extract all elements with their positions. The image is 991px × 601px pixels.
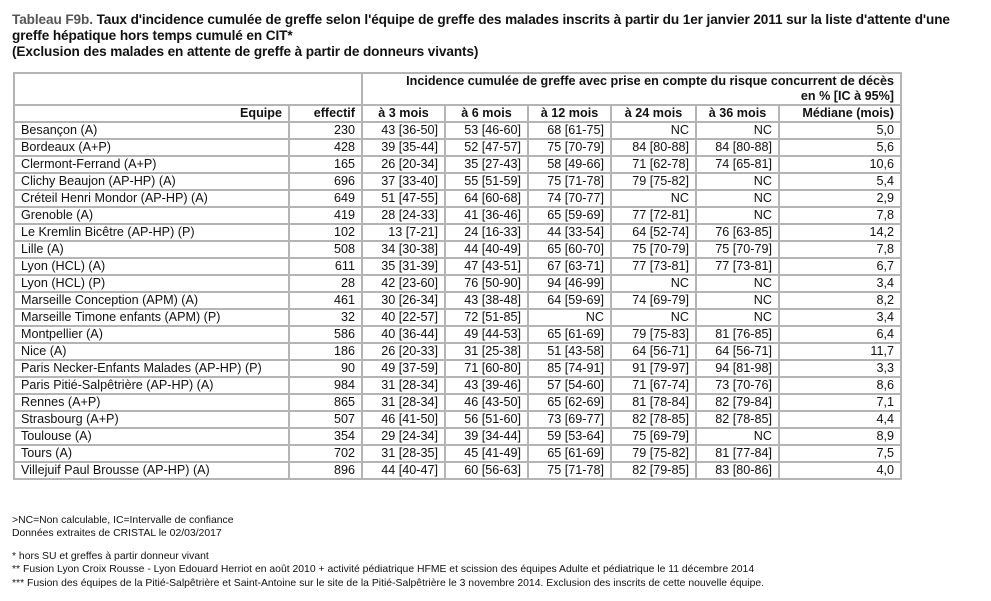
cell-effectif: 186 bbox=[289, 343, 362, 360]
cell-12-mois: 65 [59-69] bbox=[528, 207, 611, 224]
col-header-effectif: effectif bbox=[289, 105, 362, 122]
cell-effectif: 419 bbox=[289, 207, 362, 224]
cell-equipe: Marseille Conception (APM) (A) bbox=[14, 292, 289, 309]
cell-equipe: Toulouse (A) bbox=[14, 428, 289, 445]
cell-mediane: 3,3 bbox=[779, 360, 901, 377]
empty-header-cell bbox=[14, 73, 362, 105]
cell-24-mois: 77 [72-81] bbox=[611, 207, 696, 224]
column-header-row bbox=[14, 105, 901, 122]
table-row bbox=[14, 326, 901, 343]
cell-effectif: 32 bbox=[289, 309, 362, 326]
cell-effectif: 461 bbox=[289, 292, 362, 309]
cell-24-mois: NC bbox=[611, 190, 696, 207]
cell-equipe: Clichy Beaujon (AP-HP) (A) bbox=[14, 173, 289, 190]
cell-mediane: 4,4 bbox=[779, 411, 901, 428]
cell-effectif: 649 bbox=[289, 190, 362, 207]
cell-mediane: 14,2 bbox=[779, 224, 901, 241]
cell-6-mois: 60 [56-63] bbox=[445, 462, 528, 479]
cell-24-mois: 81 [78-84] bbox=[611, 394, 696, 411]
cell-24-mois: NC bbox=[611, 122, 696, 139]
cell-12-mois: 74 [70-77] bbox=[528, 190, 611, 207]
cell-6-mois: 24 [16-33] bbox=[445, 224, 528, 241]
cell-effectif: 702 bbox=[289, 445, 362, 462]
table-row bbox=[14, 394, 901, 411]
cell-3-mois: 31 [28-35] bbox=[362, 445, 445, 462]
cell-3-mois: 34 [30-38] bbox=[362, 241, 445, 258]
cell-6-mois: 43 [39-46] bbox=[445, 377, 528, 394]
cell-12-mois: 65 [61-69] bbox=[528, 326, 611, 343]
table-row bbox=[14, 360, 901, 377]
cell-equipe: Le Kremlin Bicêtre (AP-HP) (P) bbox=[14, 224, 289, 241]
super-header-row bbox=[14, 73, 901, 105]
cell-equipe: Grenoble (A) bbox=[14, 207, 289, 224]
table-row bbox=[14, 428, 901, 445]
cell-effectif: 586 bbox=[289, 326, 362, 343]
cell-24-mois: 74 [69-79] bbox=[611, 292, 696, 309]
cell-effectif: 230 bbox=[289, 122, 362, 139]
cell-3-mois: 31 [28-34] bbox=[362, 394, 445, 411]
cell-36-mois: NC bbox=[696, 207, 779, 224]
cell-equipe: Besançon (A) bbox=[14, 122, 289, 139]
cell-12-mois: 75 [70-79] bbox=[528, 139, 611, 156]
table-row bbox=[14, 377, 901, 394]
cell-equipe: Paris Pitié-Salpêtrière (AP-HP) (A) bbox=[14, 377, 289, 394]
cell-3-mois: 31 [28-34] bbox=[362, 377, 445, 394]
cell-equipe: Montpellier (A) bbox=[14, 326, 289, 343]
cell-36-mois: 76 [63-85] bbox=[696, 224, 779, 241]
cell-mediane: 3,4 bbox=[779, 275, 901, 292]
table-title bbox=[12, 12, 982, 60]
cell-effectif: 896 bbox=[289, 462, 362, 479]
col-header-3-mois: à 3 mois bbox=[362, 105, 445, 122]
cell-36-mois: 82 [78-85] bbox=[696, 411, 779, 428]
table-row bbox=[14, 309, 901, 326]
cell-effectif: 28 bbox=[289, 275, 362, 292]
cell-24-mois: 79 [75-82] bbox=[611, 173, 696, 190]
cell-equipe: Strasbourg (A+P) bbox=[14, 411, 289, 428]
cell-effectif: 90 bbox=[289, 360, 362, 377]
incidence-table bbox=[13, 72, 902, 480]
cell-6-mois: 47 [43-51] bbox=[445, 258, 528, 275]
table-row bbox=[14, 275, 901, 292]
cell-24-mois: 71 [62-78] bbox=[611, 156, 696, 173]
cell-mediane: 5,6 bbox=[779, 139, 901, 156]
super-header-line1: Incidence cumulée de greffe avec prise en compte du risque concurrent de décès bbox=[406, 74, 894, 88]
cell-equipe: Paris Necker-Enfants Malades (AP-HP) (P) bbox=[14, 360, 289, 377]
cell-3-mois: 42 [23-60] bbox=[362, 275, 445, 292]
cell-mediane: 5,0 bbox=[779, 122, 901, 139]
cell-mediane: 6,4 bbox=[779, 326, 901, 343]
cell-mediane: 2,9 bbox=[779, 190, 901, 207]
incidence-super-header bbox=[362, 73, 901, 105]
cell-12-mois: 85 [74-91] bbox=[528, 360, 611, 377]
cell-24-mois: 71 [67-74] bbox=[611, 377, 696, 394]
cell-equipe: Villejuif Paul Brousse (AP-HP) (A) bbox=[14, 462, 289, 479]
cell-36-mois: 94 [81-98] bbox=[696, 360, 779, 377]
cell-36-mois: 74 [65-81] bbox=[696, 156, 779, 173]
cell-24-mois: 64 [52-74] bbox=[611, 224, 696, 241]
col-header-24-mois: à 24 mois bbox=[611, 105, 696, 122]
cell-mediane: 3,4 bbox=[779, 309, 901, 326]
cell-mediane: 11,7 bbox=[779, 343, 901, 360]
cell-mediane: 10,6 bbox=[779, 156, 901, 173]
cell-12-mois: 51 [43-58] bbox=[528, 343, 611, 360]
cell-12-mois: 67 [63-71] bbox=[528, 258, 611, 275]
cell-effectif: 507 bbox=[289, 411, 362, 428]
table-row bbox=[14, 190, 901, 207]
cell-effectif: 611 bbox=[289, 258, 362, 275]
table-row bbox=[14, 207, 901, 224]
cell-24-mois: 82 [78-85] bbox=[611, 411, 696, 428]
cell-3-mois: 51 [47-55] bbox=[362, 190, 445, 207]
table-row bbox=[14, 411, 901, 428]
cell-mediane: 5,4 bbox=[779, 173, 901, 190]
cell-36-mois: NC bbox=[696, 292, 779, 309]
cell-3-mois: 44 [40-47] bbox=[362, 462, 445, 479]
table-notes bbox=[12, 514, 764, 590]
cell-equipe: Nice (A) bbox=[14, 343, 289, 360]
cell-24-mois: 77 [73-81] bbox=[611, 258, 696, 275]
cell-effectif: 984 bbox=[289, 377, 362, 394]
cell-36-mois: 82 [79-84] bbox=[696, 394, 779, 411]
cell-36-mois: NC bbox=[696, 275, 779, 292]
table-row bbox=[14, 224, 901, 241]
cell-3-mois: 46 [41-50] bbox=[362, 411, 445, 428]
table-row bbox=[14, 292, 901, 309]
cell-36-mois: 83 [80-86] bbox=[696, 462, 779, 479]
cell-12-mois: 73 [69-77] bbox=[528, 411, 611, 428]
cell-6-mois: 41 [36-46] bbox=[445, 207, 528, 224]
data-source: Données extraites de CRISTAL le 02/03/2017 bbox=[12, 528, 222, 540]
cell-equipe: Créteil Henri Mondor (AP-HP) (A) bbox=[14, 190, 289, 207]
col-header-equipe: Equipe bbox=[14, 105, 289, 122]
cell-6-mois: 44 [40-49] bbox=[445, 241, 528, 258]
cell-6-mois: 71 [60-80] bbox=[445, 360, 528, 377]
cell-24-mois: 75 [70-79] bbox=[611, 241, 696, 258]
cell-effectif: 865 bbox=[289, 394, 362, 411]
cell-3-mois: 26 [20-34] bbox=[362, 156, 445, 173]
cell-6-mois: 64 [60-68] bbox=[445, 190, 528, 207]
cell-mediane: 7,8 bbox=[779, 207, 901, 224]
table-number-label: Tableau F9b. bbox=[12, 12, 93, 27]
cell-3-mois: 40 [36-44] bbox=[362, 326, 445, 343]
cell-12-mois: NC bbox=[528, 309, 611, 326]
cell-12-mois: 65 [62-69] bbox=[528, 394, 611, 411]
cell-6-mois: 46 [43-50] bbox=[445, 394, 528, 411]
cell-3-mois: 37 [33-40] bbox=[362, 173, 445, 190]
cell-6-mois: 39 [34-44] bbox=[445, 428, 528, 445]
cell-36-mois: 73 [70-76] bbox=[696, 377, 779, 394]
col-header-6-mois: à 6 mois bbox=[445, 105, 528, 122]
cell-mediane: 7,5 bbox=[779, 445, 901, 462]
cell-6-mois: 53 [46-60] bbox=[445, 122, 528, 139]
cell-effectif: 508 bbox=[289, 241, 362, 258]
table-title-text: Taux d'incidence cumulée de greffe selon l'équipe de greffe des malades inscrits à partir du 1er janvier 2011 sur la liste d'attente d'une greffe hépatique hors temps cumulé en CIT* bbox=[12, 12, 950, 43]
cell-36-mois: 84 [80-88] bbox=[696, 139, 779, 156]
col-header-12-mois: à 12 mois bbox=[528, 105, 611, 122]
table-row bbox=[14, 173, 901, 190]
cell-equipe: Clermont-Ferrand (A+P) bbox=[14, 156, 289, 173]
cell-36-mois: NC bbox=[696, 309, 779, 326]
cell-equipe: Marseille Timone enfants (APM) (P) bbox=[14, 309, 289, 326]
table-row bbox=[14, 462, 901, 479]
cell-12-mois: 44 [33-54] bbox=[528, 224, 611, 241]
cell-mediane: 4,0 bbox=[779, 462, 901, 479]
cell-mediane: 6,7 bbox=[779, 258, 901, 275]
cell-6-mois: 76 [50-90] bbox=[445, 275, 528, 292]
super-header-line2: en % [IC à 95%] bbox=[800, 89, 894, 103]
cell-12-mois: 75 [71-78] bbox=[528, 462, 611, 479]
cell-24-mois: 79 [75-82] bbox=[611, 445, 696, 462]
footnote-2: ** Fusion Lyon Croix Rousse - Lyon Edouard Herriot en août 2010 + activité pédiatrique HFME et scission des équipes Adulte et pédiatrique le 11 décembre 2014 bbox=[12, 564, 755, 576]
cell-3-mois: 43 [36-50] bbox=[362, 122, 445, 139]
cell-3-mois: 29 [24-34] bbox=[362, 428, 445, 445]
cell-6-mois: 35 [27-43] bbox=[445, 156, 528, 173]
cell-effectif: 165 bbox=[289, 156, 362, 173]
cell-3-mois: 39 [35-44] bbox=[362, 139, 445, 156]
cell-equipe: Lyon (HCL) (P) bbox=[14, 275, 289, 292]
cell-12-mois: 59 [53-64] bbox=[528, 428, 611, 445]
cell-36-mois: NC bbox=[696, 122, 779, 139]
cell-36-mois: NC bbox=[696, 428, 779, 445]
cell-12-mois: 65 [61-69] bbox=[528, 445, 611, 462]
cell-equipe: Bordeaux (A+P) bbox=[14, 139, 289, 156]
cell-36-mois: 81 [76-85] bbox=[696, 326, 779, 343]
table-row bbox=[14, 139, 901, 156]
cell-6-mois: 56 [51-60] bbox=[445, 411, 528, 428]
table-row bbox=[14, 343, 901, 360]
cell-24-mois: 84 [80-88] bbox=[611, 139, 696, 156]
cell-equipe: Rennes (A+P) bbox=[14, 394, 289, 411]
cell-3-mois: 26 [20-33] bbox=[362, 343, 445, 360]
footnote-1: * hors SU et greffes à partir donneur vivant bbox=[12, 550, 209, 562]
cell-36-mois: 77 [73-81] bbox=[696, 258, 779, 275]
cell-24-mois: 64 [56-71] bbox=[611, 343, 696, 360]
cell-equipe: Lyon (HCL) (A) bbox=[14, 258, 289, 275]
table-row bbox=[14, 122, 901, 139]
cell-12-mois: 57 [54-60] bbox=[528, 377, 611, 394]
cell-effectif: 428 bbox=[289, 139, 362, 156]
cell-6-mois: 55 [51-59] bbox=[445, 173, 528, 190]
cell-12-mois: 68 [61-75] bbox=[528, 122, 611, 139]
cell-36-mois: NC bbox=[696, 190, 779, 207]
cell-mediane: 8,6 bbox=[779, 377, 901, 394]
cell-3-mois: 35 [31-39] bbox=[362, 258, 445, 275]
cell-mediane: 7,1 bbox=[779, 394, 901, 411]
cell-3-mois: 28 [24-33] bbox=[362, 207, 445, 224]
table-row bbox=[14, 156, 901, 173]
abbreviation-legend: >NC=Non calculable, IC=Intervalle de confiance bbox=[12, 515, 234, 526]
cell-3-mois: 49 [37-59] bbox=[362, 360, 445, 377]
cell-mediane: 7,8 bbox=[779, 241, 901, 258]
cell-12-mois: 94 [46-99] bbox=[528, 275, 611, 292]
table-row bbox=[14, 241, 901, 258]
footnote-3: *** Fusion des équipes de la Pitié-Salpêtrière et Saint-Antoine sur le site de la Pitié-Salpêtrière le 3 novembre 2014. Exclusion des inscrits de cette nouvelle équipe. bbox=[12, 577, 765, 589]
cell-24-mois: 79 [75-83] bbox=[611, 326, 696, 343]
cell-3-mois: 13 [7-21] bbox=[362, 224, 445, 241]
cell-12-mois: 58 [49-66] bbox=[528, 156, 611, 173]
cell-36-mois: NC bbox=[696, 173, 779, 190]
table-row bbox=[14, 258, 901, 275]
cell-36-mois: 75 [70-79] bbox=[696, 241, 779, 258]
cell-6-mois: 45 [41-49] bbox=[445, 445, 528, 462]
cell-12-mois: 75 [71-78] bbox=[528, 173, 611, 190]
cell-24-mois: 82 [79-85] bbox=[611, 462, 696, 479]
cell-effectif: 696 bbox=[289, 173, 362, 190]
cell-3-mois: 40 [22-57] bbox=[362, 309, 445, 326]
cell-6-mois: 52 [47-57] bbox=[445, 139, 528, 156]
col-header-mediane: Médiane (mois) bbox=[779, 105, 901, 122]
cell-12-mois: 65 [60-70] bbox=[528, 241, 611, 258]
cell-mediane: 8,9 bbox=[779, 428, 901, 445]
cell-equipe: Tours (A) bbox=[14, 445, 289, 462]
cell-36-mois: 64 [56-71] bbox=[696, 343, 779, 360]
table-body bbox=[14, 122, 901, 479]
cell-3-mois: 30 [26-34] bbox=[362, 292, 445, 309]
col-header-36-mois: à 36 mois bbox=[696, 105, 779, 122]
cell-6-mois: 31 [25-38] bbox=[445, 343, 528, 360]
cell-6-mois: 49 [44-53] bbox=[445, 326, 528, 343]
cell-12-mois: 64 [59-69] bbox=[528, 292, 611, 309]
cell-mediane: 8,2 bbox=[779, 292, 901, 309]
cell-24-mois: 75 [69-79] bbox=[611, 428, 696, 445]
cell-24-mois: NC bbox=[611, 275, 696, 292]
cell-6-mois: 43 [38-48] bbox=[445, 292, 528, 309]
cell-36-mois: 81 [77-84] bbox=[696, 445, 779, 462]
cell-24-mois: 91 [79-97] bbox=[611, 360, 696, 377]
cell-effectif: 102 bbox=[289, 224, 362, 241]
table-row bbox=[14, 445, 901, 462]
cell-24-mois: NC bbox=[611, 309, 696, 326]
cell-equipe: Lille (A) bbox=[14, 241, 289, 258]
cell-effectif: 354 bbox=[289, 428, 362, 445]
cell-6-mois: 72 [51-85] bbox=[445, 309, 528, 326]
table-subtitle: (Exclusion des malades en attente de greffe à partir de donneurs vivants) bbox=[12, 44, 479, 59]
